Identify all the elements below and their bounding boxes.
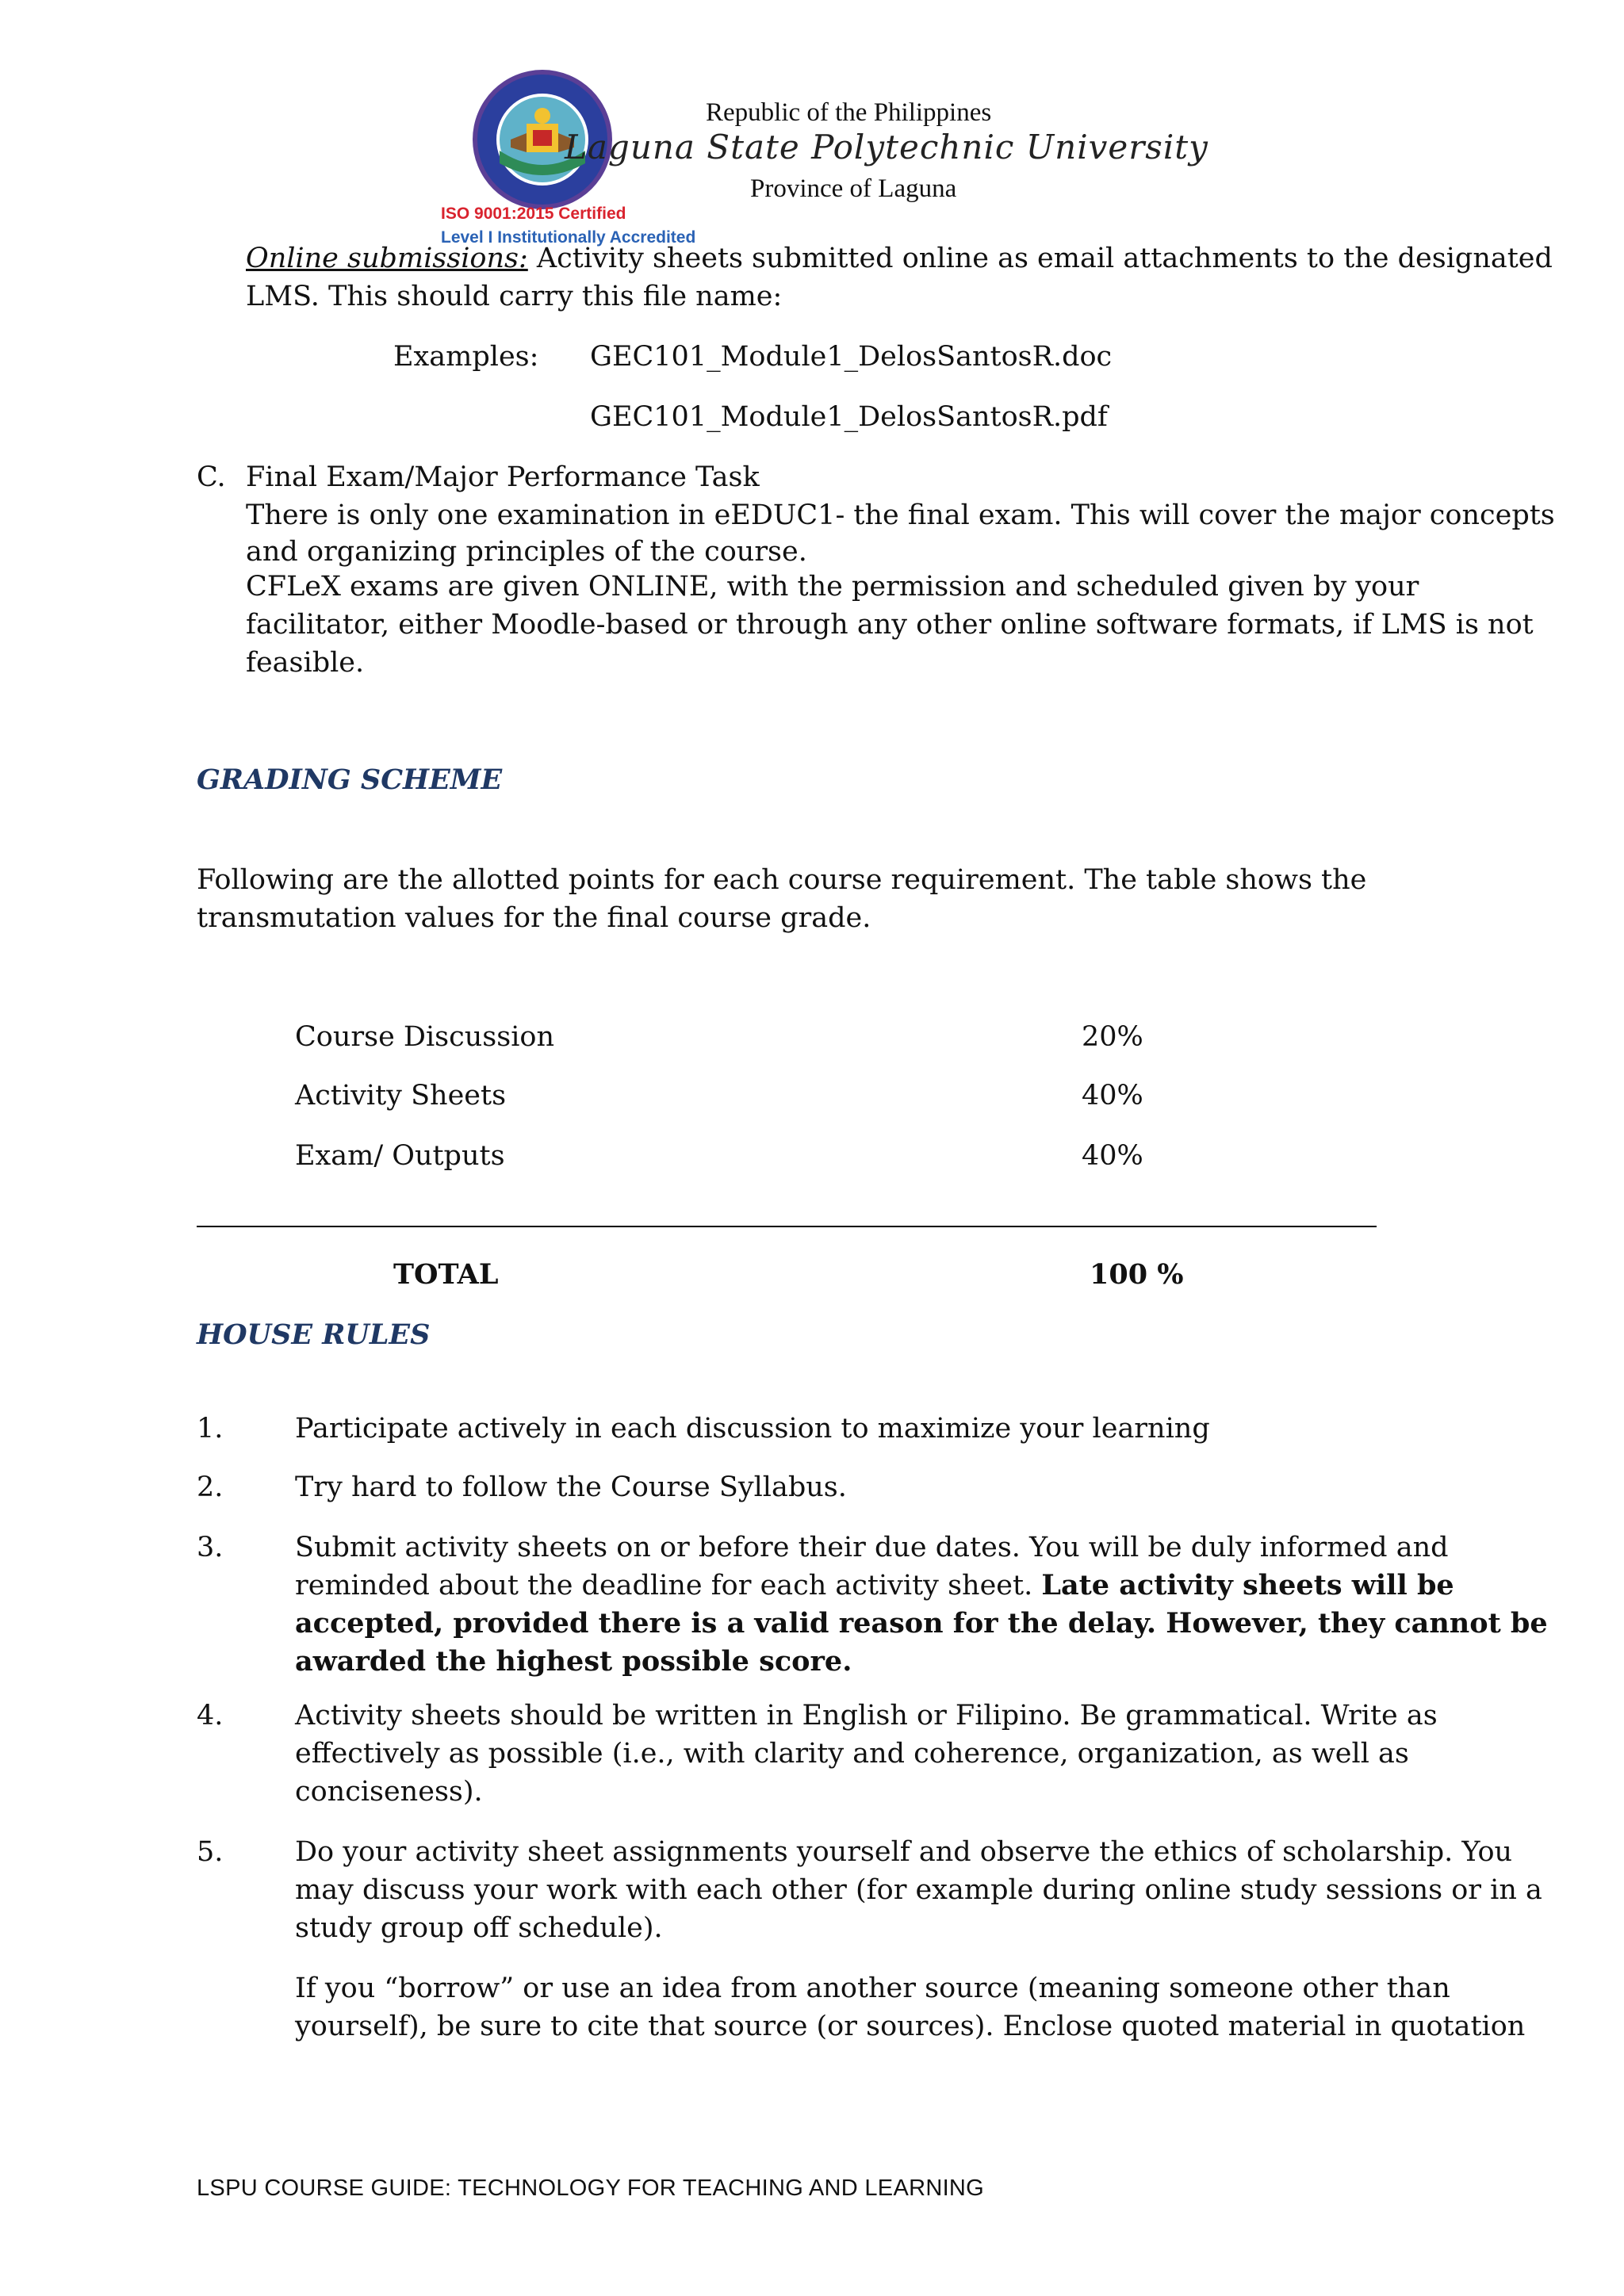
rule-number: 1. [197, 1413, 224, 1445]
page-footer: LSPU COURSE GUIDE: TECHNOLOGY FOR TEACHING AND LEARNING [197, 2175, 985, 2201]
final-exam-line: and organizing principles of the course. [246, 536, 807, 568]
rule-text: Activity sheets should be written in English or Filipino. Be grammatical. Write as [295, 1700, 1438, 1732]
header-province: Province of Laguna [750, 174, 957, 203]
rule-text-bold: awarded the highest possible score. [295, 1645, 852, 1678]
grading-row-label: Exam/ Outputs [295, 1140, 505, 1172]
grading-total-value: 100 % [1090, 1258, 1184, 1291]
grading-row-value: 20% [1082, 1021, 1143, 1053]
grading-row-value: 40% [1082, 1080, 1143, 1112]
example-filename-doc: GEC101_Module1_DelosSantosR.doc [590, 341, 1113, 373]
rule-number: 5. [197, 1836, 224, 1868]
grading-total-label: TOTAL [393, 1258, 499, 1291]
house-rules-heading: HOUSE RULES [197, 1318, 431, 1351]
rule-text: Participate actively in each discussion to maximize your learning [295, 1413, 1210, 1445]
final-exam-line: CFLeX exams are given ONLINE, with the permission and scheduled given by your [246, 571, 1419, 603]
online-submissions-line2: LMS. This should carry this file name: [246, 281, 783, 312]
grading-row-label: Activity Sheets [295, 1080, 507, 1112]
accreditation-level: Level I Institutionally Accredited [441, 228, 696, 247]
grading-scheme-heading: GRADING SCHEME [197, 763, 503, 796]
header-university: Laguna State Polytechnic University [565, 128, 1208, 166]
rule-number: 4. [197, 1700, 224, 1732]
final-exam-line: There is only one examination in eEDUC1- the final exam. This will cover the major concepts [246, 499, 1555, 531]
examples-label: Examples: [393, 341, 539, 373]
iso-certification: ISO 9001:2015 Certified [441, 205, 626, 223]
final-exam-line: feasible. [246, 647, 365, 679]
rule-text: conciseness). [295, 1776, 483, 1808]
rule-text-line [295, 1567, 1454, 1605]
grading-intro-line1: Following are the allotted points for each course requirement. The table shows the [197, 864, 1367, 896]
online-submissions-label: Online submissions: [246, 243, 528, 274]
rule-text-bold: Late activity sheets will be [1041, 1569, 1454, 1601]
rule-text: may discuss your work with each other (for example during online study sessions or in a [295, 1874, 1542, 1906]
rule-text: reminded about the deadline for each activity sheet. [295, 1570, 1042, 1601]
final-exam-line: facilitator, either Moodle-based or through any other online software formats, if LMS is not [246, 609, 1534, 641]
rule-number: 3. [197, 1532, 224, 1563]
rule-text: Try hard to follow the Course Syllabus. [295, 1471, 847, 1503]
header-republic: Republic of the Philippines [706, 98, 992, 127]
rule-text-bold: accepted, provided there is a valid reason for the delay. However, they cannot be [295, 1607, 1548, 1640]
example-filename-pdf: GEC101_Module1_DelosSantosR.pdf [590, 401, 1108, 433]
final-exam-title: Final Exam/Major Performance Task [246, 461, 760, 493]
grading-divider [197, 1226, 1377, 1227]
rule-text: If you “borrow” or use an idea from another source (meaning someone other than [295, 1973, 1450, 2004]
rule-text: Do your activity sheet assignments yourself and observe the ethics of scholarship. You [295, 1836, 1513, 1868]
rule-text: Submit activity sheets on or before their due dates. You will be duly informed and [295, 1532, 1449, 1563]
rule-number: 2. [197, 1471, 224, 1503]
online-submissions-text1: Activity sheets submitted online as email attachments to the designated [527, 243, 1553, 274]
final-exam-letter: C. [197, 461, 226, 493]
grading-intro-line2: transmutation values for the final course grade. [197, 902, 871, 934]
online-submissions-line1 [246, 239, 1553, 277]
rule-text: study group off schedule). [295, 1912, 663, 1944]
rule-text: effectively as possible (i.e., with clarity and coherence, organization, as well as [295, 1738, 1409, 1770]
rule-text: yourself), be sure to cite that source (or sources). Enclose quoted material in quotation [295, 2011, 1526, 2042]
grading-row-label: Course Discussion [295, 1021, 555, 1053]
grading-row-value: 40% [1082, 1140, 1143, 1172]
